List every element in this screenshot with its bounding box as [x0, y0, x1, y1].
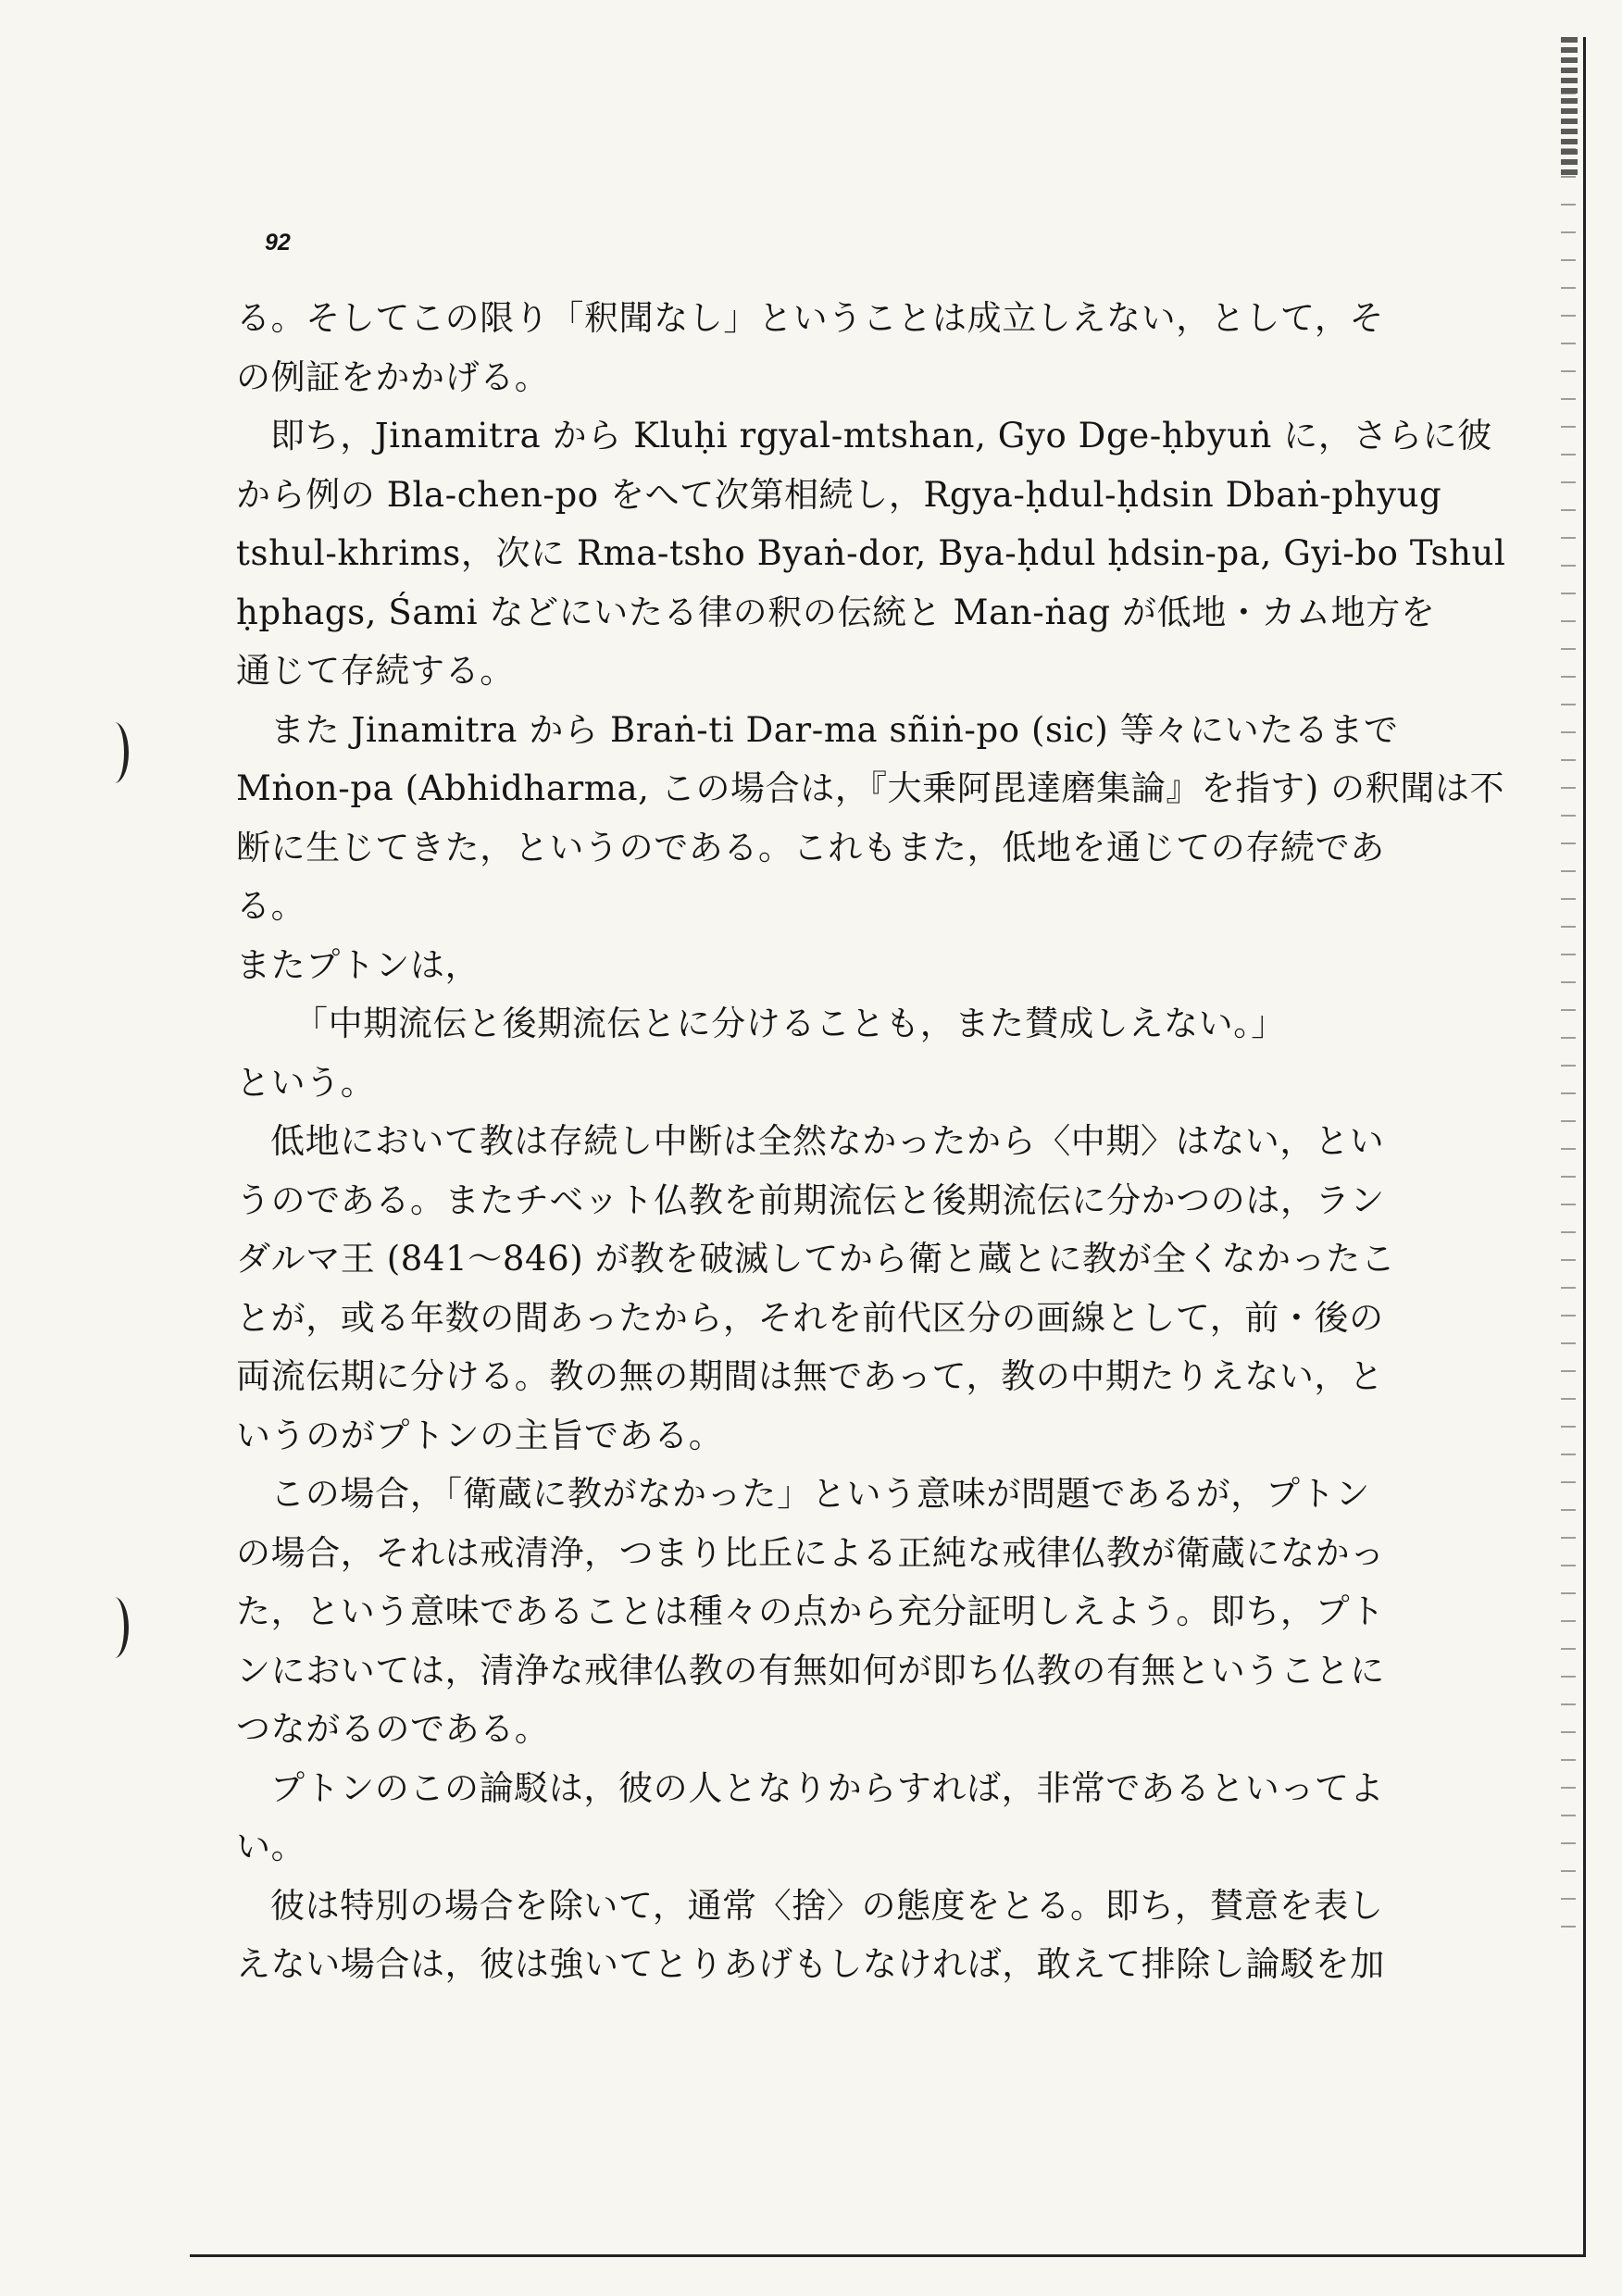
text-line: 両流伝期に分ける。教の無の期間は無であって，教の中期たりえない，と	[236, 1356, 1384, 1396]
page-number: 92	[265, 230, 291, 256]
text-line: つながるのである。	[236, 1709, 550, 1749]
text-line: いうのがプトンの主旨である。	[236, 1415, 724, 1455]
text-line: い。	[236, 1827, 306, 1866]
margin-bracket-mark	[100, 1597, 129, 1658]
text-line: えない場合は，彼は強いてとりあげもしなければ，敢えて排除し論駁を加	[236, 1944, 1385, 1984]
text-line: る。そしてこの限り「釈聞なし」ということは成立しえない，として，そ	[236, 298, 1385, 338]
text-line: またプトンは，	[236, 944, 480, 985]
text-line: Mṅon-pa (Abhidharma, この場合は，『大乗阿毘達磨集論』を指す) の釈聞は不	[236, 768, 1505, 808]
text-line: から例の Bla-chen-po をへて次第相続し，Rgya-ḥdul-ḥdsin Dbaṅ-phyug	[236, 474, 1442, 515]
text-line: また Jinamitra から Braṅ-ti Dar-ma sñiṅ-po (sic) 等々にいたるまで	[270, 709, 1399, 750]
bottom-rule	[190, 2254, 1586, 2257]
text-line: の例証をかかげる。	[236, 356, 550, 397]
text-line: うのである。またチベット仏教を前期流伝と後期流伝に分かつのは，ラン	[236, 1179, 1385, 1220]
text-line: プトンのこの論駁は，彼の人となりからすれば，非常であるといってよ	[270, 1767, 1385, 1808]
body-text	[236, 289, 1506, 1994]
text-line: ンにおいては，清浄な戒律仏教の有無如何が即ち仏教の有無ということに	[236, 1650, 1385, 1691]
block-quote: 「中期流伝と後期流伝とに分けることも，また賛成しえない。」	[293, 1004, 1286, 1043]
text-line: 即ち，Jinamitra から Kluḥi rgyal-mtshan, Gyo Dge-ḥbyuṅ に，さらに彼	[270, 416, 1492, 455]
text-line: この場合，「衛蔵に教がなかった」という意味が問題であるが，プトン	[270, 1474, 1370, 1514]
text-line: 通じて存続する。	[236, 651, 515, 691]
text-line: ḥphags, Śami などにいたる律の釈の伝統と Man-ṅag が低地・カム地方を	[236, 592, 1436, 632]
text-line: とが，或る年数の間あったから，それを前代区分の画線として，前・後の	[236, 1297, 1384, 1338]
text-line: tshul-khrims，次に Rma-tsho Byaṅ-dor, Bya-ḥdul ḥdsin-pa, Gyi-bo Tshul	[236, 533, 1506, 573]
text-line: 断に生じてきた，というのである。これもまた，低地を通じての存続であ	[236, 827, 1385, 867]
margin-bracket-mark	[100, 722, 129, 783]
margin-dots	[1561, 93, 1576, 1944]
right-margin-rule	[1583, 37, 1586, 2254]
text-line: る。	[236, 886, 306, 926]
text-line: ダルマ王 (841～846) が教を破滅してから衛と蔵とに教が全くなかったこ	[236, 1239, 1396, 1279]
text-line: 彼は特別の場合を除いて，通常〈捨〉の態度をとる。即ち，賛意を表し	[270, 1885, 1384, 1926]
text-line: た，という意味であることは種々の点から充分証明しえよう。即ち，プト	[236, 1591, 1385, 1631]
text-line: という。	[236, 1062, 376, 1103]
text-line: の場合，それは戒清浄，つまり比丘による正純な戒律仏教が衛蔵になかっ	[236, 1532, 1385, 1573]
text-line: 低地において教は存続し中断は全然なかったから〈中期〉はない，とい	[270, 1121, 1385, 1161]
